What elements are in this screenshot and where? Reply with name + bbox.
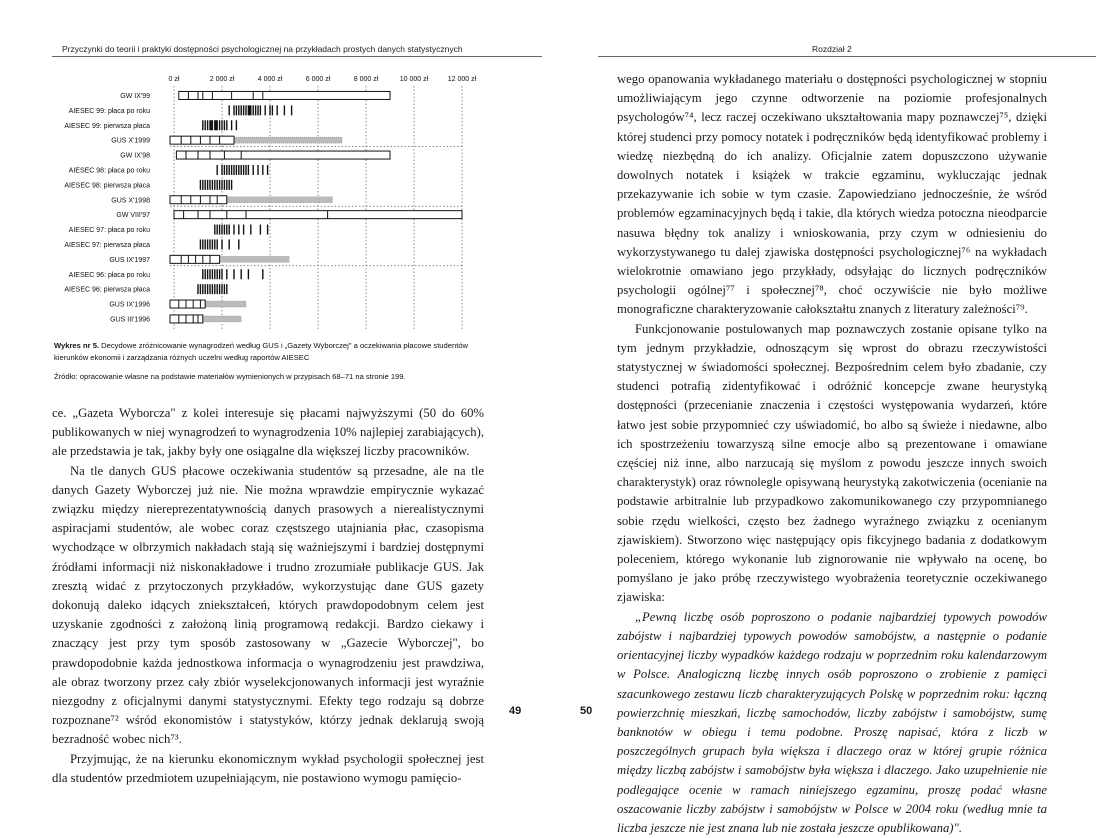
salary-range-box: [179, 91, 390, 99]
dotted-range: [227, 197, 333, 203]
paragraph: Na tle danych GUS płacowe oczekiwania studentów są przesadne, ale na tle danych Gazety Wyborczej już nie. Nie można wprawdzie empirycznie wykazać związku między niereprezentatywnością danych prasowych a nierealistycznymi aspiracjami studentów, ale wobec coraz częstszego utajniania płac, czasopisma wychodzące w olbrzymich nakładach stają się ważniejszymi i bardziej dostępnymi źródłami informacji niż niskonakładowe i trudno zrozumiałe publikacje GUS. Jak zresztą widać z przytoczonych przykładów, wykorzystując dane GUS gazety dokonują daleko idących zniekształceń, których prawdopodobnym celem jest uzyskanie zgodności z założoną linią programową redakcji. Bardzo ciekawy i znaczący jest przy tym sposób zastosowany w „Gazecie Wyborczej", bo prawdopodobnie każda jednostkowa informacja o wynagrodzeniu jest prawdziwa, ale obraz tworzony przez cały zbiór wyselekcjonowanych informacji jest wyraźnie niezgodny z oficjalnymi danymi statystycznymi. Efekty tego rodzaju są dobrze rozpoznane⁷² wśród ekonomistów i statystyków, którzy jednak deklarują swoją bezradność wobec nich⁷³.: [52, 463, 484, 747]
category-label: AIESEC 98: płaca po roku: [68, 167, 150, 175]
category-label: AIESEC 98: pierwsza płaca: [64, 182, 150, 190]
caption-title: Wykres nr 5.: [54, 341, 100, 350]
paragraph: Funkcjonowanie postulowanych map poznawczych zostanie opisane tylko na tym jednym przykładzie, odnoszącym się wprost do obrazu rzeczywistości statystycznej w świadomości społecznej. Bezpośrednim celem było zbadanie, czy studenci potrafią zidentyfikować i odróżnić koncepcje zwane heurystyką dostępności (przecenianie znaczenia i częstości występowania wydarzeń, które łatwo jest sobie przypomnieć czy uświadomić, bo albo są świeże i niedawne, albo ich spostrzeżeniu towarzyszą silne emocje albo są prezentowane i omawiane częściej niż inne, albo narzucają się myślom z powodu jeszcze innych swoich charakterystyk) oraz równolegle opisywaną heurystyką zakotwiczenia (ocenianie na podstawie arbitralnie lub przypadkowo zakomunikowanego czy przypomnianego sobie rzędu wielkości, często bez żadnego wyraźnego związku z ocenianym zjawiskiem). Stworzono więc następujący opis fikcyjnego badania z dodatkowym poleceniem, którego wykonanie lub zignorowanie nie wpływało na ocenę, bo pomyślano je jako próbę rzeczywistego wyobrażenia teoretycznie oczekiwanego zjawiska:: [617, 321, 1047, 605]
category-label: AIESEC 96: pierwsza płaca: [64, 286, 150, 294]
category-label: GW VIII'97: [116, 212, 150, 220]
category-label: AIESEC 99: płaca po roku: [68, 107, 150, 115]
header-rule-left: [52, 56, 542, 57]
category-label: GW IX'98: [120, 152, 150, 160]
figure-source: Źródło: opracowanie własne na podstawie materiałów wymienionych w przypisach 68–71 na stronie 199.: [54, 372, 406, 381]
x-tick-label: 4 000 zł: [257, 76, 283, 83]
dotted-range: [203, 316, 241, 322]
header-rule-right: [598, 56, 1096, 57]
paragraph: ce. „Gazeta Wyborcza" z kolei interesuje się płacami najwyższymi (50 do 60% publikowanych w niej wynagrodzeń to wynagrodzenia 10% najlepiej zarabiających), ale przedstawia je tak, jakby były one osiągalne dla większej liczby pracowników.: [52, 406, 484, 459]
category-label: AIESEC 99: pierwsza płaca: [64, 122, 150, 130]
salary-range-box: [170, 136, 234, 144]
dotted-range: [234, 137, 342, 143]
right-body-text: [617, 70, 1047, 838]
running-header-left: Przyczynki do teorii i praktyki dostępności psychologicznej na przykładach prostych danych statystycznych: [62, 44, 463, 54]
category-label: GUS IX'1996: [109, 301, 150, 309]
category-label: AIESEC 97: płaca po roku: [68, 227, 150, 235]
salary-range-box: [174, 211, 462, 219]
x-tick-label: 2 000 zł: [209, 76, 235, 83]
salary-range-box: [170, 255, 220, 263]
x-tick-label: 0 zł: [168, 76, 180, 83]
dotted-range: [220, 256, 290, 262]
category-label: GW IX'99: [120, 92, 150, 100]
x-tick-label: 6 000 zł: [305, 76, 331, 83]
quoted-task: „Pewną liczbę osób poproszono o podanie najbardziej typowych powodów zabójstw i najbardziej typowych powodów samobójstw, a następnie o podanie orientacyjnej liczby wypadków każdego rodzaju w poprzednim roku kalendarzowym w Polsce. Analogiczną liczbę innych osób poproszono o zrobienie z pamięci szacunkowego zestawu liczb charakteryzujących Polskę w poprzednim roku: łączną powierzchnię mieszkań, liczbę samochodów, liczby zabójstw i samobójstw, sumę banknotów w obiegu i temu podobne. Proszę napisać, która z liczb w poszczególnych grupach była większa i dlaczego oraz w której grupie różnica między liczbą zabójstw i samobójstw była większa i dlaczego. Jako uzupełnienie nie podlegające ocenie w ramach niniejszego egzaminu, proszę podać własne oszacowanie liczby zabójstw i samobójstw w Polsce w 2004 roku (według mnie ta liczba jeszcze nie jest znana lub nie została jeszcze opublikowana)".: [617, 609, 1047, 835]
page-number-left: 49: [509, 705, 522, 717]
left-page: [0, 0, 550, 783]
left-body-text: [52, 404, 484, 788]
x-tick-label: 10 000 zł: [399, 76, 429, 83]
category-label: GUS III'1996: [110, 316, 150, 324]
category-label: AIESEC 96: płaca po roku: [68, 271, 150, 279]
x-tick-label: 8 000 zł: [353, 76, 379, 83]
paragraph: wego opanowania wykładanego materiału o dostępności psychologicznej w stopniu umożliwiającym jego czynne odtworzenie na poziomie profesjonalnych psychologów⁷⁴, lecz raczej oczekiwano ukształtowania mapy poznawczej⁷⁵, dzięki której studenci przy pomocy notatek i podręczników będą identyfikować problemy i wiedzę niezbędną do ich analizy. Oficjalnie zatem dopuszczono używanie dowolnych notatek i książek w trakcie egzaminu, wykluczając jednak przekazywanie ich sobie w tym czasie. Zapowiedziano jednocześnie, że wśród problemów egzaminacyjnych będą i takie, dla których wiedza potoczna nieodparcie nasuwa błędny tok analizy i wnioskowania, przy czym w odniesieniu do wykorzystywanego tu dalej zjawiska dostępności psychologicznej⁷⁶ na wykładach wielokrotnie omawiano jego przykłady, odsyłając do licznych podręczników psychologii ogólnej⁷⁷ i społecznej⁷⁸, choć oczywiście nie było możliwe monograficzne charakteryzowanie całokształtu znanych z literatury zależności⁷⁹.: [617, 72, 1047, 317]
page-number-right: 50: [580, 705, 593, 717]
category-label: AIESEC 97: pierwsza płaca: [64, 241, 150, 249]
salary-range-box: [176, 151, 390, 159]
category-label: GUS X'1998: [111, 197, 150, 205]
salary-chart: [50, 70, 490, 332]
running-header-right: Rozdział 2: [812, 44, 852, 54]
category-label: GUS IX'1997: [109, 256, 150, 264]
salary-chart-svg: [50, 70, 490, 332]
dotted-range: [205, 301, 246, 307]
paragraph: Przyjmując, że na kierunku ekonomicznym wykład psychologii społecznej jest dla studentów przedmiotem uzupełniającym, nie postawiono wymogu pamięcio-: [52, 751, 484, 785]
figure-caption: [54, 340, 494, 364]
caption-text: Decydowe zróżnicowanie wynagrodzeń według GUS i „Gazety Wyborczej" a oczekiwania płacowe studentów kierunków ekonomii i zarządzania różnych uczelni według raportów AIESEC: [54, 341, 469, 362]
x-tick-label: 12 000 zł: [447, 76, 477, 83]
salary-range-box: [170, 196, 227, 204]
category-label: GUS X'1999: [111, 137, 150, 145]
right-page: [550, 0, 1100, 835]
